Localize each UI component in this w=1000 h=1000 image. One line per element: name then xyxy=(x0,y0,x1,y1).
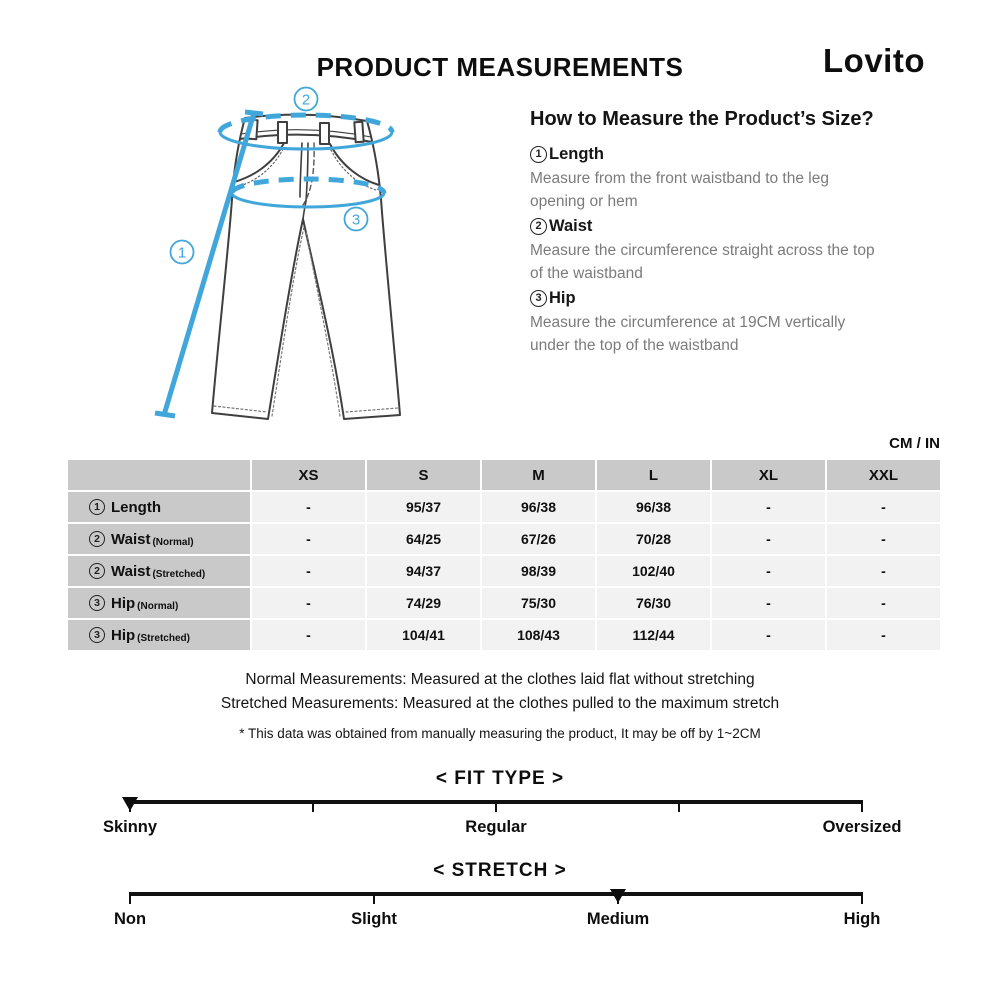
row-label-length xyxy=(68,492,250,522)
measure-item-length xyxy=(530,145,950,164)
table-cell: - xyxy=(827,588,940,618)
row-name: Hip xyxy=(111,594,136,612)
table-cell: 108/43 xyxy=(482,620,595,650)
fit-type-scale xyxy=(102,800,902,836)
table-cell: 76/30 xyxy=(597,588,710,618)
row-name: Waist xyxy=(111,562,151,580)
diagram-label-1: 1 xyxy=(177,244,187,262)
fit-type-label-regular: Regular xyxy=(465,818,527,836)
row-label-waist-normal xyxy=(68,524,250,554)
note-stretched: Stretched Measurements: Measured at the clothes pulled to the maximum stretch xyxy=(220,695,780,712)
table-cell: 96/38 xyxy=(482,492,595,522)
circled-number-1: 1 xyxy=(89,499,105,515)
table-cell: 74/29 xyxy=(367,588,480,618)
fit-type-label-skinny: Skinny xyxy=(102,818,158,836)
table-cell: - xyxy=(252,620,365,650)
table-cell: - xyxy=(827,620,940,650)
stretch-marker-icon xyxy=(610,889,626,903)
note-normal: Normal Measurements: Measured at the clothes laid flat without stretching xyxy=(245,671,755,688)
table-cell: - xyxy=(712,556,825,586)
table-cell: 94/37 xyxy=(367,556,480,586)
unit-label: CM / IN xyxy=(889,435,940,452)
measure-item-desc: Measure from the front waistband to the leg opening or hem xyxy=(530,170,829,210)
scale-tick xyxy=(312,800,314,812)
table-cell: 98/39 xyxy=(482,556,595,586)
table-cell: - xyxy=(827,492,940,522)
measure-item-desc: Measure the circumference straight across the top of the waistband xyxy=(530,242,875,282)
table-cell: - xyxy=(827,556,940,586)
table-cell: 112/44 xyxy=(597,620,710,650)
fit-type-marker-icon xyxy=(122,797,138,811)
belt-loop xyxy=(354,122,363,143)
row-sub: (Stretched) xyxy=(152,568,206,580)
scale-tick xyxy=(373,892,375,904)
measure-item-desc: Measure the circumference at 19CM vertically under the top of the waistband xyxy=(530,314,846,354)
measure-item-name: Waist xyxy=(549,217,593,235)
fit-type-title: < FIT TYPE > xyxy=(435,768,565,789)
table-cell: 64/25 xyxy=(367,524,480,554)
stretch-label-high: High xyxy=(843,910,881,928)
table-cell: 75/30 xyxy=(482,588,595,618)
table-cell: 70/28 xyxy=(597,524,710,554)
belt-loop xyxy=(320,123,329,144)
scale-tick xyxy=(129,892,131,904)
table-cell: - xyxy=(827,524,940,554)
row-sub: (Stretched) xyxy=(137,632,190,644)
col-header-s: S xyxy=(367,460,480,490)
table-cell: 102/40 xyxy=(597,556,710,586)
table-cell: 95/37 xyxy=(367,492,480,522)
measure-item-name: Hip xyxy=(549,289,576,307)
row-label-waist-stretched xyxy=(68,556,250,586)
diagram-label-3: 3 xyxy=(351,211,361,229)
measure-item-hip xyxy=(530,289,950,308)
circled-number-2: 2 xyxy=(530,218,547,235)
circled-number-3: 3 xyxy=(530,290,547,307)
size-table xyxy=(68,460,940,650)
table-cell: - xyxy=(252,556,365,586)
circled-number-2: 2 xyxy=(89,531,105,547)
circled-number-1: 1 xyxy=(530,146,547,163)
measure-item-waist xyxy=(530,217,950,236)
row-label-hip-normal xyxy=(68,588,250,618)
col-header-xs: XS xyxy=(252,460,365,490)
note-disclaimer: * This data was obtained from manually measuring the product, It may be off by 1~2CM xyxy=(239,726,761,741)
table-cell: - xyxy=(712,620,825,650)
circled-number-3: 3 xyxy=(89,627,105,643)
page-title: PRODUCT MEASUREMENTS xyxy=(316,52,684,82)
row-name: Hip xyxy=(111,626,136,644)
how-to-measure-section xyxy=(530,108,950,357)
stretch-label-slight: Slight xyxy=(351,910,397,928)
scale-tick xyxy=(495,800,497,812)
stretch-label-non: Non xyxy=(113,910,147,928)
circled-number-2: 2 xyxy=(89,563,105,579)
table-cell: - xyxy=(712,588,825,618)
belt-loop xyxy=(278,122,287,143)
scale-tick xyxy=(861,892,863,904)
row-sub: (Normal) xyxy=(137,600,179,612)
table-cell: 67/26 xyxy=(482,524,595,554)
table-cell: - xyxy=(712,524,825,554)
col-header-xl: XL xyxy=(712,460,825,490)
stretch-title: < STRETCH > xyxy=(433,860,567,881)
col-header-m: M xyxy=(482,460,595,490)
row-label-hip-stretched xyxy=(68,620,250,650)
diagram-label-2: 2 xyxy=(301,91,311,109)
row-name: Length xyxy=(111,498,161,516)
table-corner-cell xyxy=(68,460,250,490)
measurement-notes xyxy=(0,668,1000,741)
col-header-l: L xyxy=(597,460,710,490)
stretch-scale xyxy=(113,892,881,928)
scale-tick xyxy=(861,800,863,812)
stretch-label-medium: Medium xyxy=(586,910,650,928)
table-cell: - xyxy=(252,588,365,618)
jeans-diagram xyxy=(150,85,480,445)
row-name: Waist xyxy=(111,530,151,548)
scale-tick xyxy=(678,800,680,812)
how-to-heading: How to Measure the Product’s Size? xyxy=(530,108,874,130)
table-cell: - xyxy=(252,492,365,522)
row-sub: (Normal) xyxy=(152,536,194,548)
table-cell: - xyxy=(712,492,825,522)
circled-number-3: 3 xyxy=(89,595,105,611)
table-cell: 104/41 xyxy=(367,620,480,650)
measure-item-name: Length xyxy=(549,145,604,163)
table-cell: 96/38 xyxy=(597,492,710,522)
table-cell: - xyxy=(252,524,365,554)
col-header-xxl: XXL xyxy=(827,460,940,490)
fit-type-label-oversized: Oversized xyxy=(822,818,902,836)
brand-logo: Lovito xyxy=(823,42,925,79)
